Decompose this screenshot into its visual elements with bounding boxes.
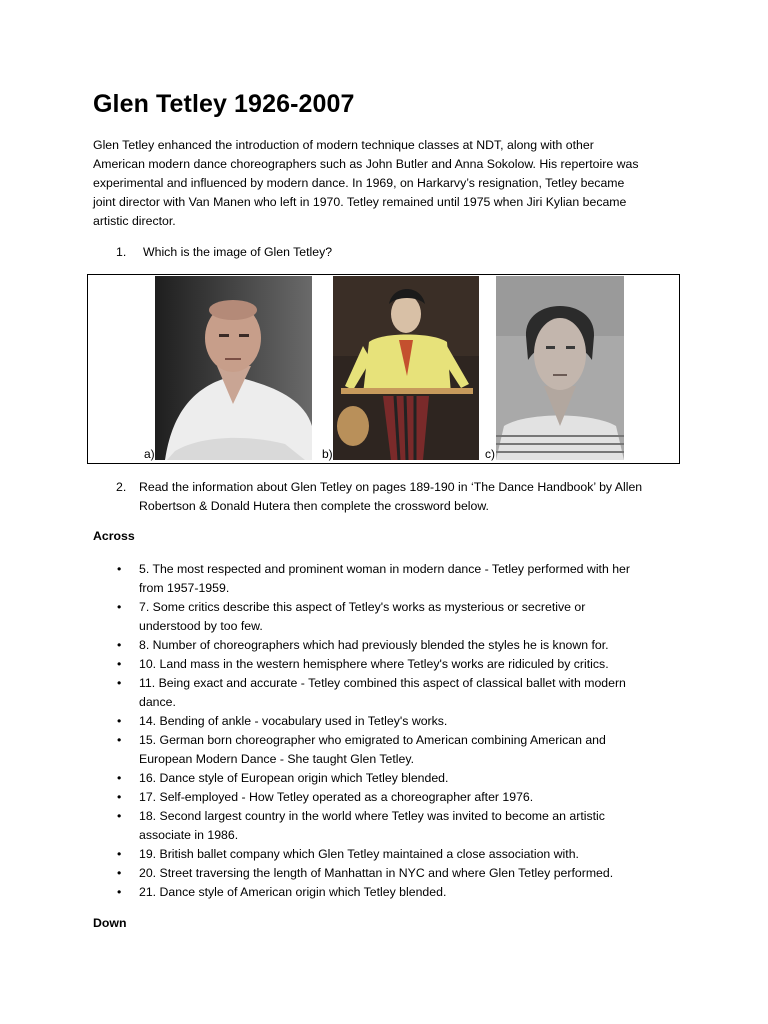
bullet-icon: •: [117, 714, 122, 728]
clue-text: from 1957-1959.: [139, 581, 230, 595]
photo-a-label: a): [144, 447, 155, 461]
across-clue: [117, 788, 677, 807]
photo-c-label: c): [485, 447, 495, 461]
across-clue: [117, 845, 677, 864]
photo-table: [87, 274, 680, 464]
clue-text: 16. Dance style of European origin which Tetley blended.: [139, 771, 449, 785]
question-text: Which is the image of Glen Tetley?: [143, 245, 333, 259]
intro-line: Glen Tetley enhanced the introduction of modern technique classes at NDT, along with other: [93, 138, 594, 152]
clue-text: 20. Street traversing the length of Manhattan in NYC and where Glen Tetley performed.: [139, 866, 614, 880]
question-text: [139, 478, 642, 516]
intro-paragraph: [93, 136, 683, 231]
clue-text: 15. German born choreographer who emigrated to American combining American and: [139, 733, 606, 747]
bullet-icon: •: [117, 657, 122, 671]
across-clue: [117, 769, 677, 788]
bullet-icon: •: [117, 885, 122, 899]
photo-b-painting: [333, 276, 479, 460]
bullet-icon: •: [117, 676, 122, 690]
intro-line: American modern dance choreographers such as John Butler and Anna Sokolow. His repertoire was: [93, 157, 639, 171]
bullet-icon: •: [117, 733, 122, 747]
across-clue: [117, 655, 677, 674]
photo-b-label: b): [322, 447, 333, 461]
clue-text: dance.: [139, 695, 176, 709]
clue-text: 7. Some critics describe this aspect of Tetley's works as mysterious or secretive or: [139, 600, 586, 614]
bullet-icon: •: [117, 562, 122, 576]
clue-text: European Modern Dance - She taught Glen Tetley.: [139, 752, 415, 766]
intro-line: experimental and influenced by modern dance. In 1969, on Harkarvy’s resignation, Tetley became: [93, 176, 625, 190]
bullet-icon: •: [117, 790, 122, 804]
bullet-icon: •: [117, 847, 122, 861]
clue-text: 5. The most respected and prominent woman in modern dance - Tetley performed with her: [139, 562, 630, 576]
clue-text: understood by too few.: [139, 619, 263, 633]
intro-line: joint director with Van Manen who left in 1970. Tetley remained until 1975 when Jiri Kylian became: [93, 195, 627, 209]
across-clue: [117, 674, 677, 712]
bullet-icon: •: [117, 638, 122, 652]
clue-text: 19. British ballet company which Glen Tetley maintained a close association with.: [139, 847, 579, 861]
across-clue: [117, 883, 677, 902]
bullet-icon: •: [117, 771, 122, 785]
across-clue-list: [117, 560, 677, 902]
bullet-icon: •: [117, 866, 122, 880]
across-clue: [117, 712, 677, 731]
question-number: 1.: [116, 245, 127, 259]
photo-a-portrait: [155, 276, 312, 460]
photo-c-portrait: [496, 276, 624, 460]
question-number: 2.: [116, 480, 127, 494]
clue-text: 11. Being exact and accurate - Tetley combined this aspect of classical ballet with modern: [139, 676, 626, 690]
across-clue: [117, 598, 677, 636]
across-clue: [117, 731, 677, 769]
clue-text: 17. Self-employed - How Tetley operated as a choreographer after 1976.: [139, 790, 534, 804]
bullet-icon: •: [117, 809, 122, 823]
clue-text: 18. Second largest country in the world where Tetley was invited to become an artistic: [139, 809, 605, 823]
across-clue: [117, 807, 677, 845]
question-line: Robertson & Donald Hutera then complete the crossword below.: [139, 499, 489, 513]
intro-line: artistic director.: [93, 214, 176, 228]
clue-text: 10. Land mass in the western hemisphere where Tetley's works are ridiculed by critics.: [139, 657, 609, 671]
bullet-icon: •: [117, 600, 122, 614]
clue-text: 8. Number of choreographers which had previously blended the styles he is known for.: [139, 638, 609, 652]
question-line: Read the information about Glen Tetley on pages 189-190 in ‘The Dance Handbook’ by Allen: [139, 480, 643, 494]
across-heading: Across: [93, 529, 135, 543]
down-heading: Down: [93, 916, 127, 930]
clue-text: 14. Bending of ankle - vocabulary used in Tetley's works.: [139, 714, 448, 728]
across-clue: [117, 560, 677, 598]
clue-text: 21. Dance style of American origin which Tetley blended.: [139, 885, 447, 899]
clue-text: associate in 1986.: [139, 828, 239, 842]
across-clue: [117, 636, 677, 655]
page-title: Glen Tetley 1926-2007: [93, 90, 355, 118]
across-clue: [117, 864, 677, 883]
